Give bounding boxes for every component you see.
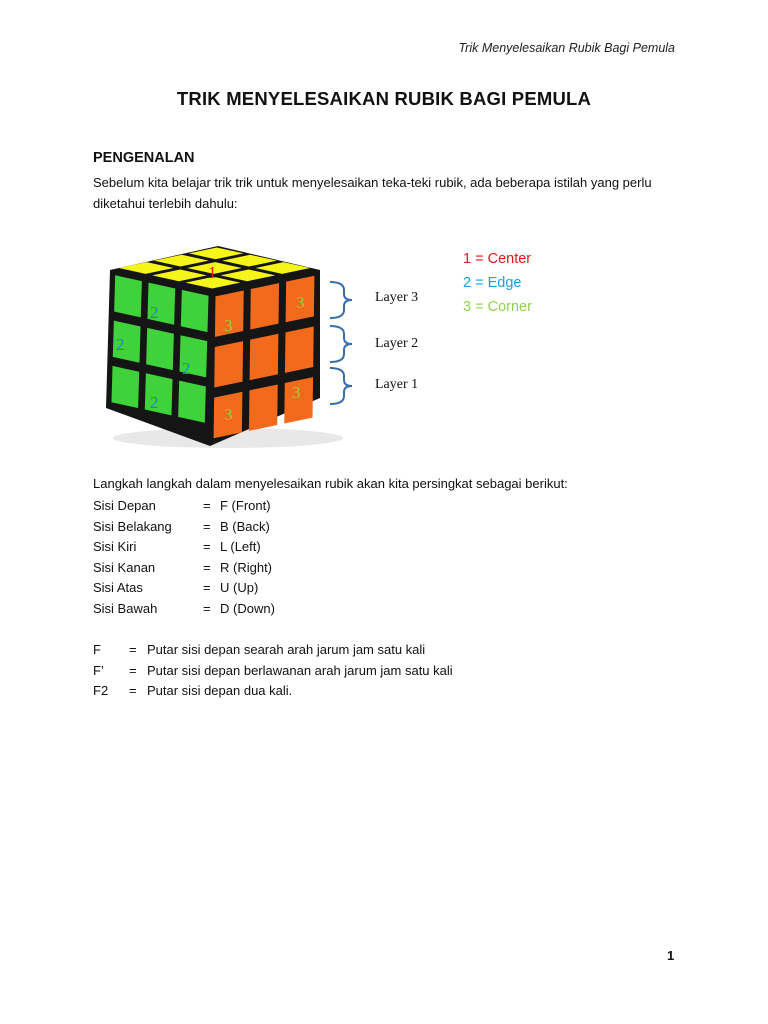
- front-sticker: [181, 290, 209, 332]
- section-heading: PENGENALAN: [93, 150, 195, 166]
- layer-3-label: Layer 3: [375, 290, 419, 305]
- legend-edge-label: Edge: [487, 275, 522, 291]
- right-sticker: [214, 341, 243, 387]
- legend-corner: 3 = Corner: [463, 299, 532, 315]
- legend-center-label: Center: [487, 251, 532, 267]
- cube-legend: [463, 247, 532, 319]
- front-sticker: [146, 328, 174, 370]
- cube-number-label: 2: [182, 359, 191, 378]
- cube-number-label: 3: [296, 293, 305, 312]
- legend-corner-label: Corner: [487, 299, 532, 315]
- legend-corner-num: 3: [463, 299, 472, 315]
- cube-number-label: 3: [224, 405, 233, 424]
- intro-paragraph: Sebelum kita belajar trik trik untuk menyelesaikan teka-teki rubik, ada beberapa istilah yang perlu diketahui terlebih dahulu:: [93, 175, 652, 211]
- legend-edge: 2 = Edge: [463, 275, 522, 291]
- right-sticker: [249, 384, 278, 430]
- layer-brackets: [330, 282, 352, 404]
- cube-number-label: 2: [150, 303, 159, 322]
- layer-1-label: Layer 1: [375, 377, 419, 392]
- cube-number-label: 2: [116, 335, 125, 354]
- layer-2-label: Layer 2: [375, 336, 419, 351]
- legend-center-num: 1: [463, 251, 472, 267]
- cube-number-label: 3: [292, 383, 301, 402]
- legend-center: 1 = Center: [463, 251, 532, 267]
- page-number: 1: [667, 948, 675, 963]
- right-sticker: [250, 334, 279, 380]
- front-sticker: [145, 373, 173, 415]
- front-sticker: [111, 366, 139, 408]
- steps-intro: Langkah langkah dalam menyelesaikan rubik akan kita persingkat sebagai berikut:: [93, 476, 568, 491]
- running-header: Trik Menyelesaikan Rubik Bagi Pemula: [458, 41, 675, 55]
- right-sticker: [285, 326, 314, 372]
- front-sticker: [114, 275, 142, 317]
- cube-number-label: 1: [208, 263, 217, 282]
- cube-number-label: 3: [224, 316, 233, 335]
- front-sticker: [178, 381, 206, 423]
- cube-number-label: 2: [150, 393, 159, 412]
- legend-edge-num: 2: [463, 275, 472, 291]
- page-title: TRIK MENYELESAIKAN RUBIK BAGI PEMULA: [176, 88, 592, 109]
- right-sticker: [250, 283, 279, 329]
